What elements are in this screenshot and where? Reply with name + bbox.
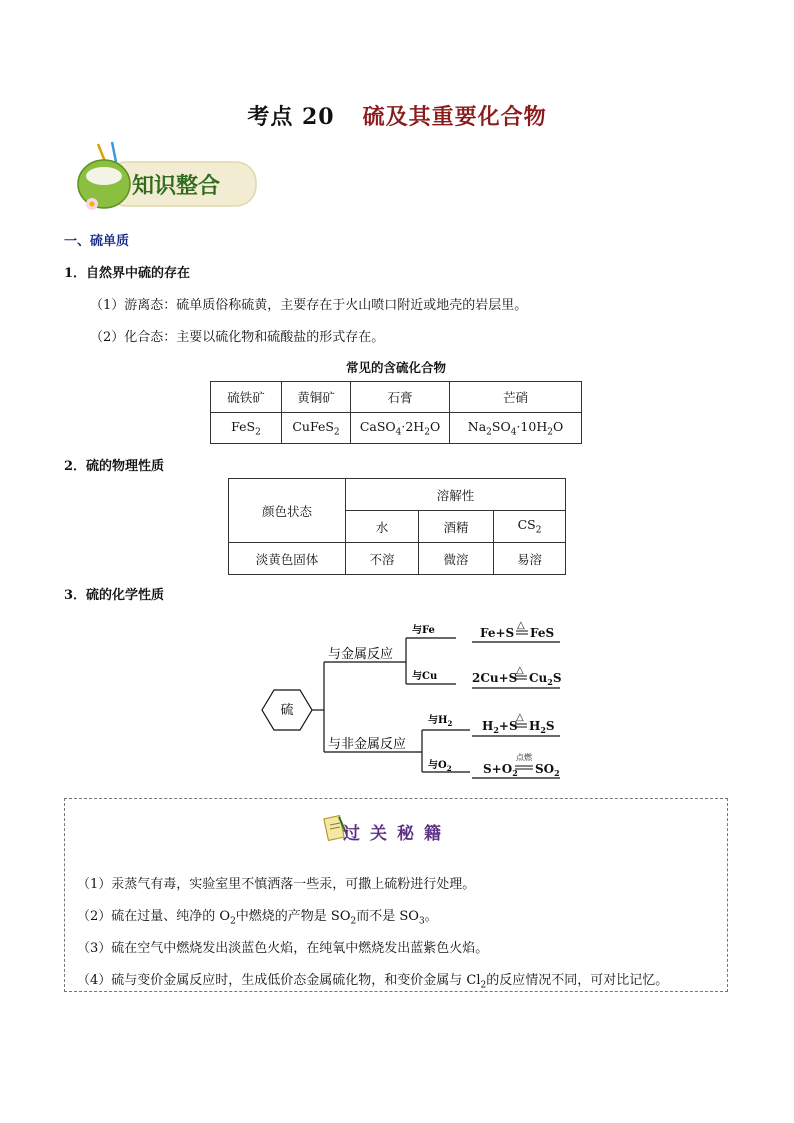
eq-fe: Fe+S [480, 626, 515, 640]
title-name: 硫及其重要化合物 [362, 104, 547, 130]
heading-physical-properties: 2．硫的物理性质 [64, 459, 165, 474]
heat-icon: △ [516, 712, 524, 723]
header-cell: 溶解性 [346, 479, 566, 511]
page-title [0, 100, 794, 131]
table-row [229, 479, 566, 511]
eq-h2-product: $H_2S$ [529, 719, 555, 735]
data-cell: 不溶 [346, 543, 419, 575]
heading-natural-existence: 1．自然界中硫的存在 [64, 266, 191, 281]
header-cell: $CS_2$ [494, 511, 566, 543]
eq-o2-product: $SO_2$ [535, 762, 560, 778]
sulfur-compounds-table [210, 381, 582, 444]
tip-4: （4）硫与变价金属反应时，生成低价态金属硫化物，和变价金属与 $Cl_2$的反应情况不同，可对比记忆。 [77, 973, 669, 991]
banner-label: 知识整合 [132, 173, 221, 199]
physical-properties-table [228, 478, 566, 575]
table-row [211, 382, 582, 413]
knowledge-banner [70, 140, 260, 218]
with-h2-label: 与$H_2$ [428, 715, 453, 728]
section-heading-sulfur: 一、硫单质 [64, 234, 130, 249]
heat-icon: △ [516, 665, 524, 676]
eq-h2: $H_2+S$ [482, 719, 518, 735]
eq-cu-product: $Cu_2S$ [529, 671, 562, 687]
sulfur-reaction-diagram [250, 618, 570, 788]
formula-cell: $CaSO_4\cdot 2H_2O$ [351, 413, 450, 444]
tip-1: （1）汞蒸气有毒，实验室里不慎洒落一些汞，可撒上硫粉进行处理。 [77, 877, 476, 892]
para-combined-state: （2）化合态：主要以硫化物和硫酸盐的形式存在。 [90, 330, 385, 345]
tips-title: 过关秘籍 [343, 824, 451, 844]
header-cell: 硫铁矿 [211, 382, 282, 413]
tip-2: （2）硫在过量、纯净的 $O_2$中燃烧的产物是 $SO_2$而不是 $SO_3$。 [77, 909, 438, 927]
data-cell: 微溶 [419, 543, 494, 575]
header-cell: 黄铜矿 [282, 382, 351, 413]
data-cell: 易溶 [494, 543, 566, 575]
eq-cu: 2Cu+S [472, 671, 518, 685]
header-cell: 酒精 [419, 511, 494, 543]
header-cell: 石膏 [351, 382, 450, 413]
header-cell: 芒硝 [450, 382, 582, 413]
table-row [211, 413, 582, 444]
with-fe-label: 与Fe [412, 625, 435, 636]
with-cu-label: 与Cu [412, 671, 438, 682]
formula-cell: FeS$_2$ [211, 413, 282, 444]
ignite-label: 点燃 [516, 753, 532, 762]
title-number: 考点 20 [247, 104, 335, 130]
center-label: 硫 [280, 703, 294, 718]
heading-chemical-properties: 3．硫的化学性质 [64, 588, 165, 603]
table-row [229, 543, 566, 575]
header-cell: 颜色状态 [229, 479, 346, 543]
para-free-state: （1）游离态：硫单质俗称硫黄，主要存在于火山喷口附近或地壳的岩层里。 [90, 298, 528, 313]
data-cell: 淡黄色固体 [229, 543, 346, 575]
with-o2-label: 与$O_2$ [428, 760, 452, 773]
eq-o2: $S+O_2$ [483, 762, 518, 778]
heat-icon: △ [517, 620, 525, 631]
table1-caption: 常见的含硫化合物 [345, 360, 446, 375]
tip-3: （3）硫在空气中燃烧发出淡蓝色火焰，在纯氧中燃烧发出蓝紫色火焰。 [77, 941, 489, 956]
formula-cell: CuFeS$_2$ [282, 413, 351, 444]
tips-box [64, 798, 728, 992]
branch-metal-label: 与金属反应 [328, 647, 394, 662]
branch-nonmetal-label: 与非金属反应 [328, 737, 407, 752]
header-cell: 水 [346, 511, 419, 543]
formula-cell: $Na_2SO_4\cdot 10H_2O$ [450, 413, 582, 444]
eq-fe-product: FeS [530, 626, 555, 640]
